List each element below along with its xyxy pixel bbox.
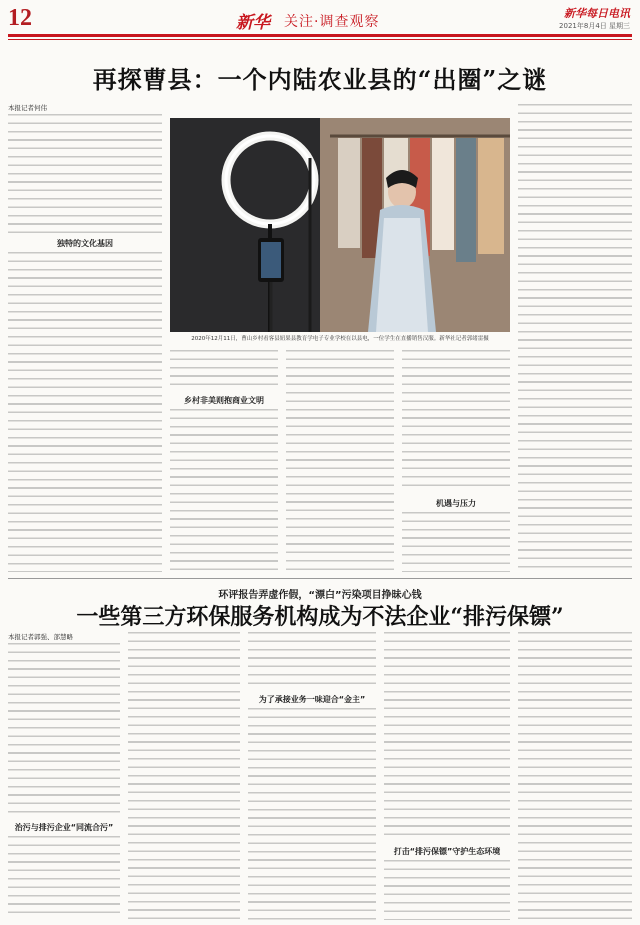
story1-body-text [286,350,394,572]
story2-byline: 本报记者郭强、部慧略 [8,633,73,641]
story2-body-text [384,860,510,920]
story2-subhead-1: 治污与排污企业“同流合污” [14,823,114,832]
section-title: 关注·调查观察 [284,14,380,30]
story2-body-text [518,632,632,920]
story1-body-text [170,350,278,392]
livestream-photo [170,118,510,332]
story1-body-text [402,512,510,572]
photo-caption: 2020年12月11日，曹山乡村看客县妞果县教育学电子专业学校在以县电，一位学生在直播销售汉服。新华社记者郭绪雷摄 [191,336,489,342]
page-header [0,0,640,46]
story1-body-text [402,350,510,490]
story2-kicker: 环评报告弄虚作假，“漂白”污染项目挣昧心钱 [218,590,422,601]
story2-body-text [8,836,120,920]
story2-body-text [384,632,510,838]
header-rule-thin [8,39,632,40]
story1-body-text [170,409,278,572]
story1-subhead-2: 乡村非美则抱商业文明 [184,396,264,405]
story1-body-text [8,252,162,572]
story-divider [8,578,632,579]
story2-body-text [128,632,240,920]
photo-illustration [170,118,510,332]
story2-subhead-2: 为了承接业务一味迎合“金主” [258,695,366,704]
story2-headline: 一些第三方环保服务机构成为不法企业“排污保镖” [76,604,564,630]
story1-subhead-1: 独特的文化基因 [57,239,113,248]
story1-headline: 再探曹县：一个内陆农业县的“出圈”之谜 [92,65,548,94]
story1-subhead-3: 机遇与压力 [436,499,476,508]
story2-body-text [248,632,376,688]
newspaper-name: 新华每日电讯 [564,7,630,20]
header-rule [8,34,632,37]
story2-body-text [248,708,376,920]
story2-body-text [8,643,120,818]
page-number: 12 [8,5,32,31]
story1-body-text [8,114,162,234]
story1-byline: 本报记者何伟 [8,104,47,112]
story1-body-text [518,104,632,572]
story2-subhead-3: 打击“排污保镖”守护生态环境 [393,847,501,856]
brand-logo: 新华 [236,13,270,33]
issue-date: 2021年8月4日 星期三 [559,22,630,30]
